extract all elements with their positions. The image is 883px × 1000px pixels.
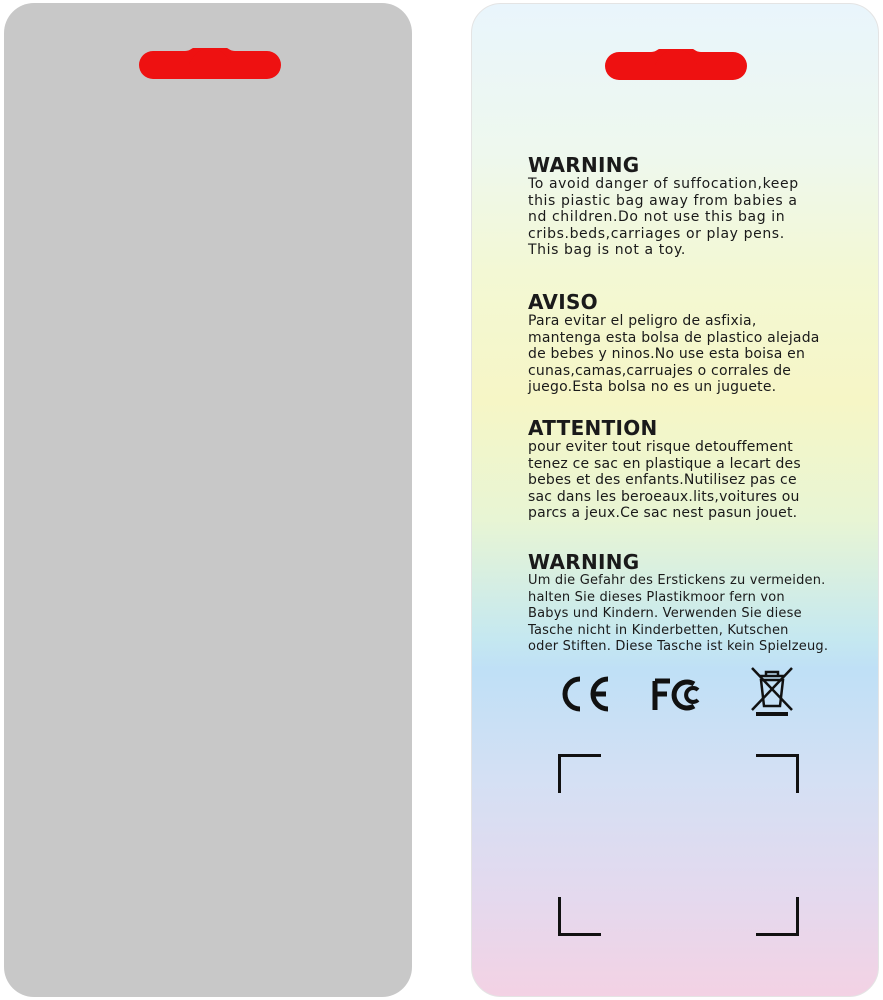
warning-section-french	[528, 417, 838, 522]
hang-tab-icon	[137, 48, 283, 80]
front-card	[4, 3, 412, 997]
frame-corner-bottom-right	[756, 897, 799, 936]
hang-tab-icon	[603, 49, 749, 81]
section-body: pour eviter tout risque detouffement tenez ce sac en plastique a lecart des bebes et des enfants.Nutilisez pas ce sac dans les beroeaux.lits,voitures ou parcs a jeux.Ce sac nest pasun jouet.	[528, 439, 801, 521]
section-heading: WARNING	[528, 153, 640, 177]
frame-corner-top-right	[756, 754, 799, 793]
section-heading: ATTENTION	[528, 416, 658, 440]
warning-section-english	[528, 154, 838, 259]
frame-corner-top-left	[558, 754, 601, 793]
section-body: To avoid danger of suffocation,keep this piastic bag away from babies a nd children.Do not use this bag in cribs.beds,carriages or play pens. This bag is not a toy.	[528, 176, 799, 258]
warning-section-german	[528, 551, 838, 656]
ce-mark-icon	[558, 676, 612, 716]
fcc-mark-icon	[652, 678, 706, 716]
section-heading: AVISO	[528, 290, 598, 314]
section-body: Para evitar el peligro de asfixia, mantenga esta bolsa de plastico alejada de bebes y ninos.No use esta boisa en cunas,camas,carruajes o corrales de juego.Esta bolsa no es un juguete.	[528, 313, 820, 395]
section-body: Um die Gefahr des Erstickens zu vermeiden. halten Sie dieses Plastikmoor fern von Babys und Kindern. Verwenden Sie diese Tasche nicht in Kinderbetten, Kutschen oder Stiften. Diese Tasche ist kein Spielzeug.	[528, 573, 829, 654]
section-heading: WARNING	[528, 550, 640, 574]
warning-section-spanish	[528, 291, 838, 396]
frame-corner-bottom-left	[558, 897, 601, 936]
back-card	[471, 3, 879, 997]
certification-logos	[472, 666, 878, 722]
crossed-out-bin-icon	[750, 666, 794, 722]
